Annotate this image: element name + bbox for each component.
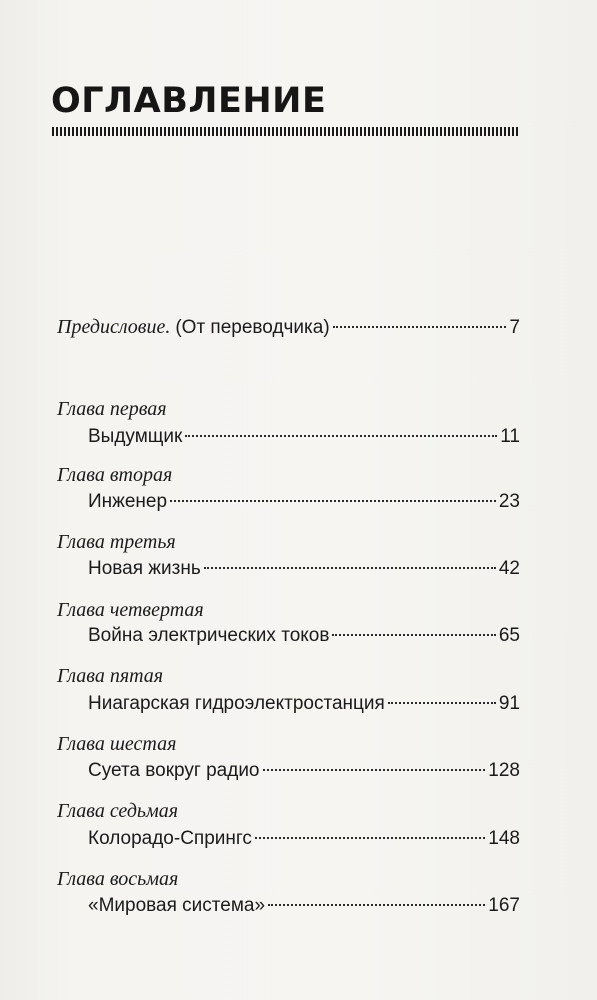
dot-leader [170, 500, 496, 502]
toc-entry-label: Новая жизнь [88, 558, 201, 579]
page-number: 42 [498, 558, 520, 579]
page-number: 128 [488, 760, 520, 781]
chapter-heading: Глава третья [57, 531, 176, 553]
toc-entry-label: Суета вокруг радио [88, 760, 260, 781]
title-underline-rule [52, 127, 519, 136]
dot-leader [204, 567, 496, 569]
chapter-heading: Глава седьмая [57, 800, 179, 822]
toc-entry-chapter-7[interactable] [88, 827, 520, 851]
toc-entry-label: Война электрических токов [88, 625, 330, 646]
chapter-heading: Глава первая [57, 398, 167, 420]
page-number: 65 [498, 625, 520, 646]
dot-leader [388, 702, 496, 704]
chapter-heading: Глава пятая [57, 665, 164, 687]
preface-label: (От переводчика) [175, 317, 330, 338]
toc-entry-label: Инженер [88, 491, 168, 512]
page-number: 11 [500, 426, 520, 447]
toc-entry-chapter-4[interactable] [88, 624, 520, 648]
dot-leader [185, 435, 497, 437]
page-number: 7 [509, 317, 520, 338]
toc-entry-label: «Мировая система» [88, 895, 266, 916]
toc-entry-chapter-3[interactable] [88, 557, 520, 581]
dot-leader [263, 769, 486, 771]
toc-entry-chapter-8[interactable] [88, 894, 520, 918]
page-number: 148 [488, 828, 520, 849]
dot-leader [255, 837, 485, 839]
chapter-heading: Глава шестая [57, 733, 177, 755]
page-number: 91 [498, 693, 520, 714]
toc-entry-chapter-6[interactable] [88, 759, 520, 783]
chapter-heading: Глава восьмая [57, 868, 179, 890]
dot-leader [268, 904, 485, 906]
toc-entry-preface[interactable] [57, 315, 520, 340]
toc-entry-label: Ниагарская гидроэлектростанция [88, 693, 385, 714]
toc-entry-label: Выдумщик [88, 426, 183, 447]
page-number: 167 [488, 895, 520, 916]
toc-entry-chapter-1[interactable] [88, 425, 520, 449]
toc-entry-chapter-2[interactable] [88, 490, 520, 514]
toc-entry-chapter-5[interactable] [88, 692, 520, 716]
page-number: 23 [498, 491, 520, 512]
chapter-heading: Глава вторая [57, 464, 173, 486]
dot-leader [333, 326, 507, 328]
toc-entry-label [57, 315, 330, 340]
preface-italic-label: Предисловие. [57, 316, 171, 338]
dot-leader [332, 634, 495, 636]
toc-entry-label: Колорадо-Спрингс [88, 828, 252, 849]
chapter-heading: Глава четвертая [57, 599, 204, 621]
page-title: ОГЛАВЛЕНИЕ [51, 81, 327, 121]
